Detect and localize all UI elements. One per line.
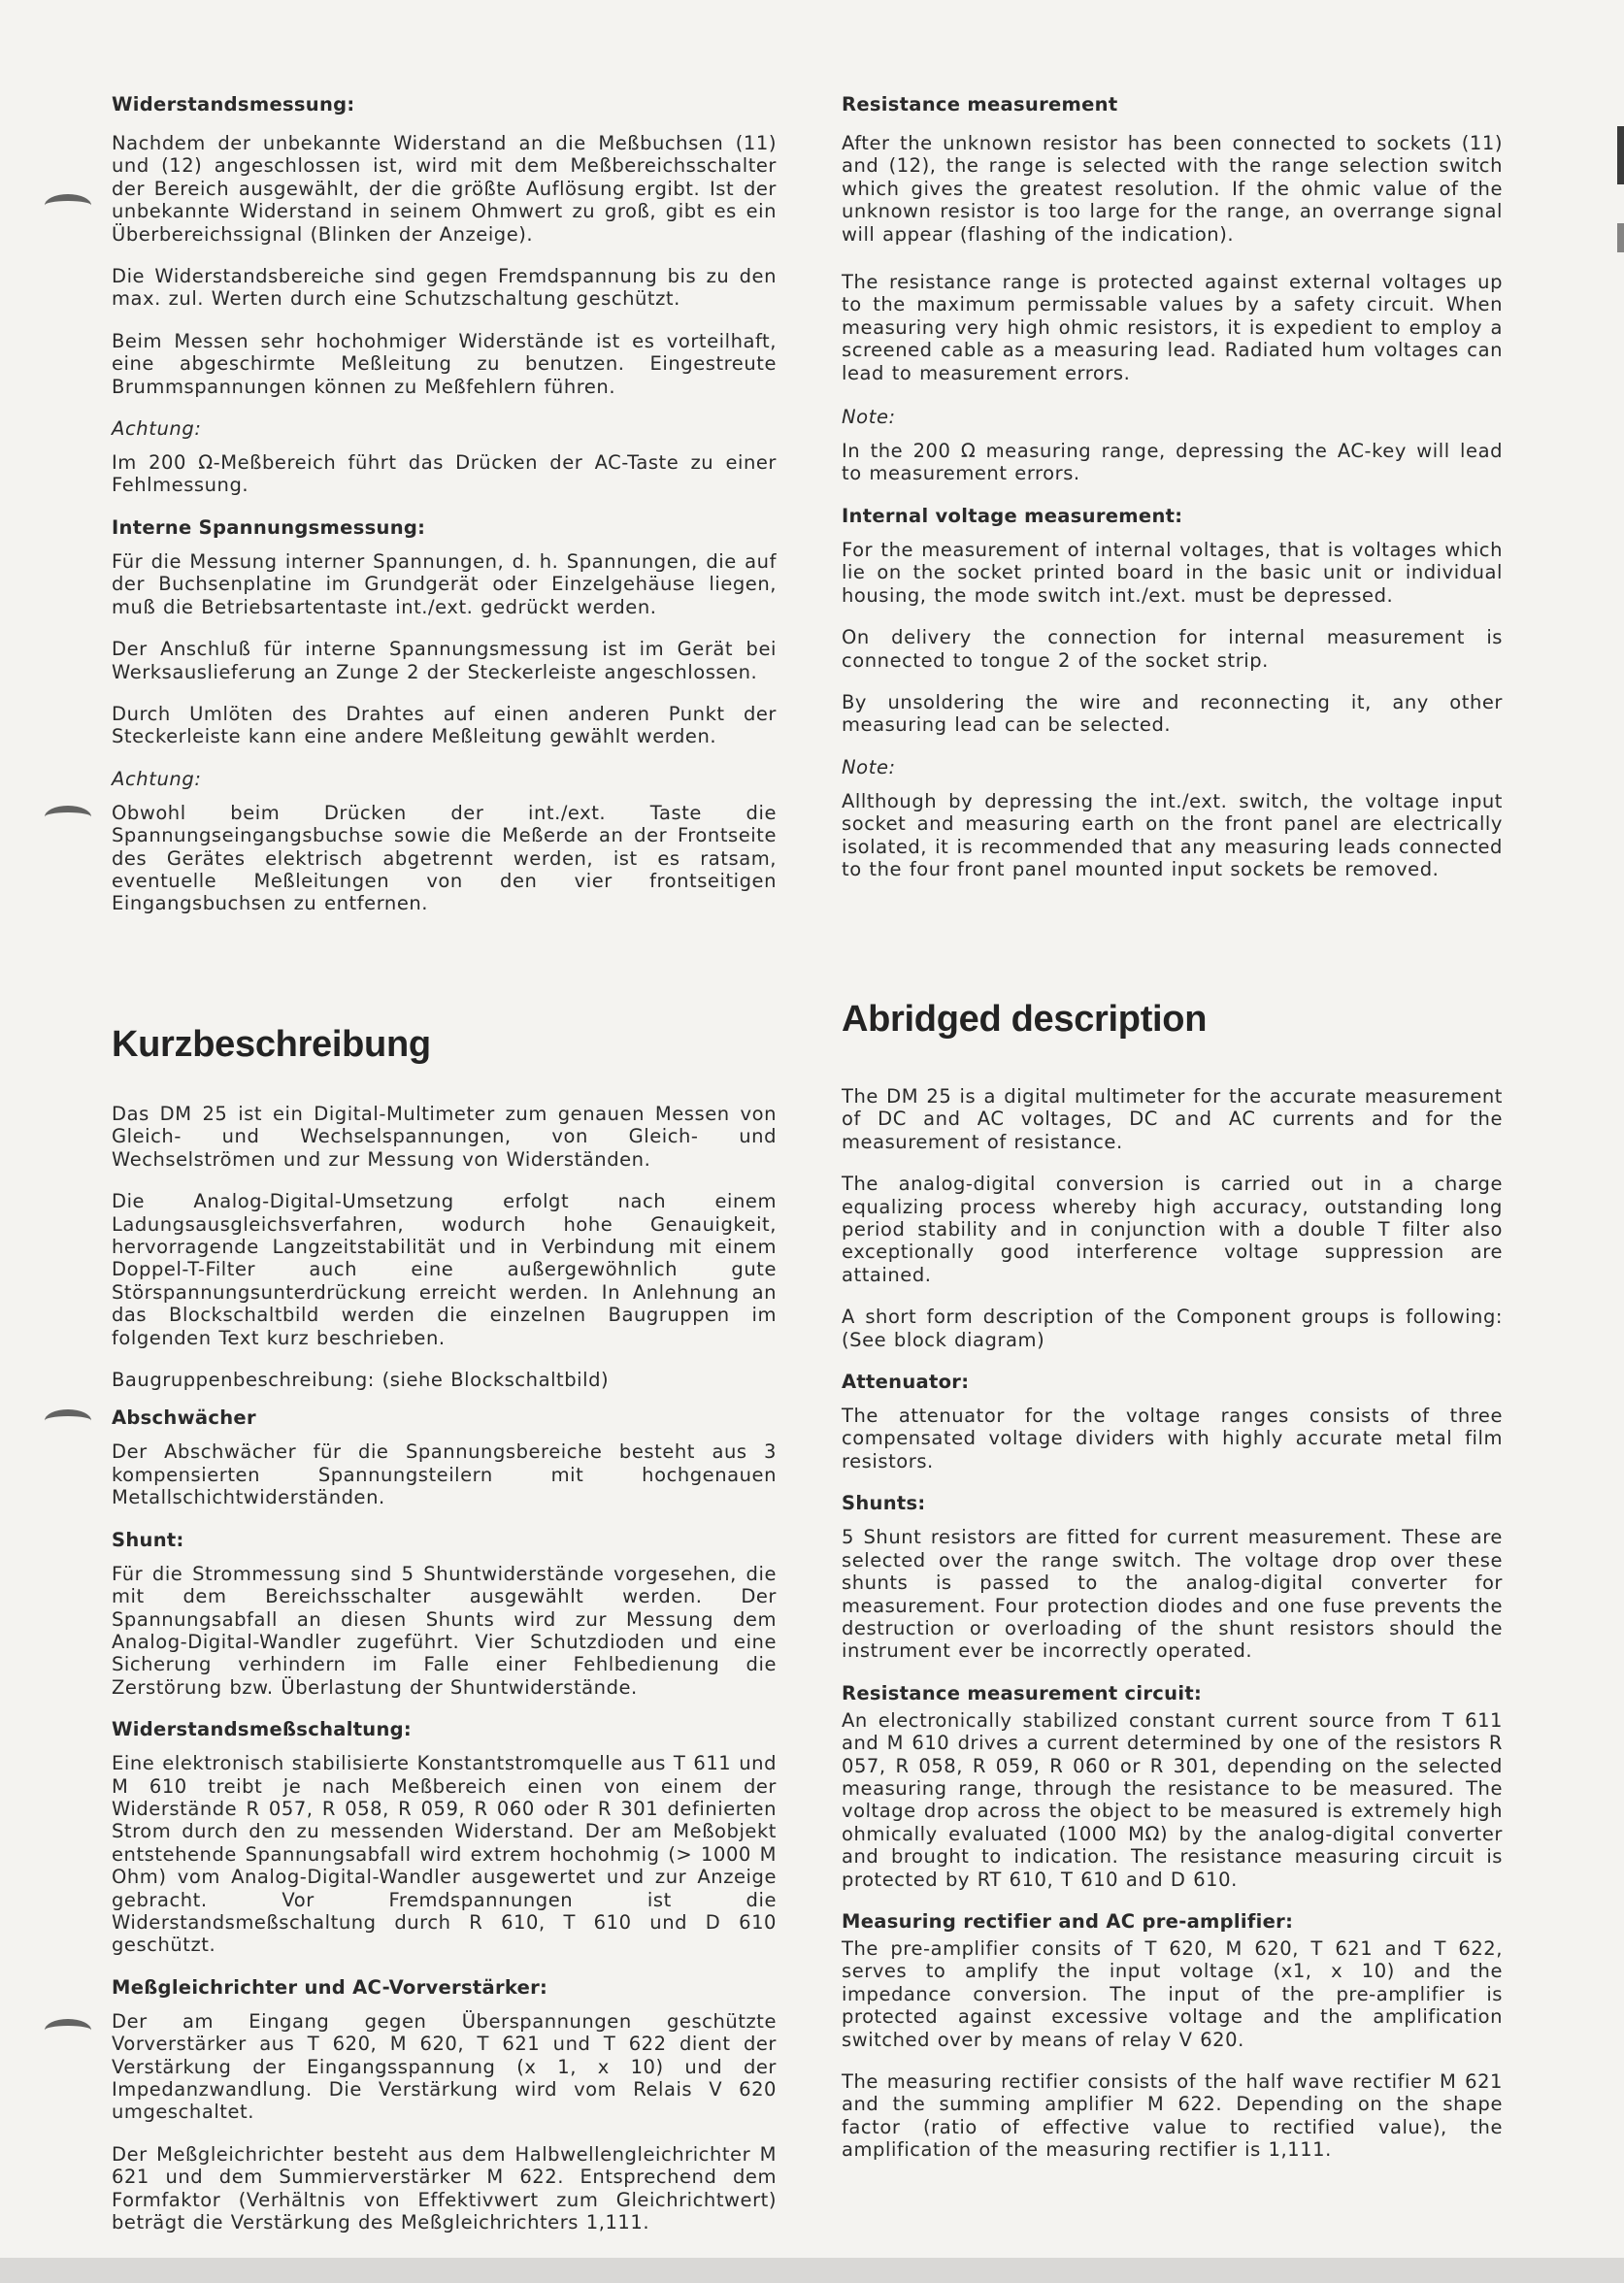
paragraph: Eine elektronisch stabilisierte Konstantstromquelle aus T 611 und M 610 treibt je nach Meßbereich einen von einem der Widerstände R 057, R 058, R 059, R 060 oder R 301 definierten Strom durch den zu messenden Widerstand. Der am Meßobjekt entstehende Spannungsabfall wird extrem hochohmig (> 1000 M Ohm) vom Analog-Digital-Wandler ausgewertet und zur Anzeige gebracht. Vor Fremdspannungen ist die Widerstandsmeßschaltung durch R 610, T 610 und D 610 geschützt. <box>112 1752 777 1957</box>
paragraph: Im 200 Ω-Meßbereich führt das Drücken der AC-Taste zu einer Fehlmessung. <box>112 451 777 497</box>
german-column-top <box>112 93 777 935</box>
paragraph: A short form description of the Component groups is following: (See block diagram) <box>842 1306 1503 1351</box>
heading-internal-de: Interne Spannungsmessung: <box>112 515 426 539</box>
paragraph: By unsoldering the wire and reconnecting it, any other measuring lead can be selected. <box>842 690 1503 737</box>
scan-bottom-strip <box>0 2258 1624 2283</box>
heading-resistance-en: Resistance measurement <box>842 93 1118 116</box>
edge-mark <box>1617 223 1624 252</box>
heading-resistance-circuit-de: Widerstandsmeßschaltung: <box>112 1718 413 1741</box>
paragraph: Allthough by depressing the int./ext. switch, the voltage input socket and measuring earth on the front panel are electrically isolated, it is recommended that any measuring leads connected to the four front panel mounted input sockets be removed. <box>842 789 1503 880</box>
heading-attenuator-de: Abschwächer <box>112 1406 256 1430</box>
paragraph: On delivery the connection for internal measurement is connected to tongue 2 of the socket strip. <box>842 626 1503 672</box>
note-label: Note: <box>842 755 896 778</box>
punch-hole-mark <box>45 1409 91 1432</box>
paragraph: The attenuator for the voltage ranges consists of three compensated voltage dividers with highly accurate metal film resistors. <box>842 1405 1503 1472</box>
paragraph: The analog-digital conversion is carried out in a charge equalizing process whereby high accuracy, outstanding long period stability and in conjunction with a double T filter also exceptionally good interference voltage suppression are attained. <box>842 1173 1503 1286</box>
paragraph: Die Analog-Digital-Umsetzung erfolgt nach einem Ladungsausgleichsverfahren, wodurch hohe Genauigkeit, hervorragende Langzeitstabilität und in Verbindung mit einem Doppel-T-Filter auch eine außergewöhnlich gute Störspannungsunterdrückung erreicht werden. In Anlehnung an das Blockschaltbild werden die einzelnen Baugruppen im folgenden Text kurz beschrieben. <box>112 1190 777 1349</box>
paragraph: An electronically stabilized constant current source from T 611 and M 610 drives a current determined by one of the resistors R 057, R 058, R 059, R 060 or R 301, depending on the selected measuring range, through the resistance to be measured. The voltage drop across the object to be measured is extremely high ohmically evaluated (1000 MΩ) by the analog-digital converter and brought to indication. The resistance measuring circuit is protected by RT 610, T 610 and D 610. <box>842 1708 1503 1891</box>
heading-resistance-circuit-en: Resistance measurement circuit: <box>842 1681 1203 1704</box>
section-title-en: Abridged description <box>842 999 1208 1040</box>
paragraph: Nachdem der unbekannte Widerstand an die Meßbuchsen (11) und (12) angeschlossen ist, wird mit dem Meßbereichsschalter der Bereich ausgewählt, der die größte Auflösung ergibt. Ist der unbekannte Widerstand in seinem Ohmwert zu groß, gibt es ein Überbereichssignal (Blinken der Anzeige). <box>112 132 777 246</box>
paragraph: In the 200 Ω measuring range, depressing the AC-key will lead to measurement errors. <box>842 440 1503 485</box>
punch-hole-mark <box>45 806 91 828</box>
paragraph: Das DM 25 ist ein Digital-Multimeter zum genauen Messen von Gleich- und Wechselspannungen, von Gleich- und Wechselströmen und zur Messung von Widerständen. <box>112 1103 777 1171</box>
paragraph: After the unknown resistor has been connected to sockets (11) and (12), the range is selected with the range selection switch which gives the greatest resolution. If the ohmic value of the unknown resistor is too large for the range, an overrange signal will appear (flashing of the indication). <box>842 132 1503 246</box>
heading-internal-en: Internal voltage measurement: <box>842 504 1183 527</box>
paragraph: Der Anschluß für interne Spannungsmessung ist im Gerät bei Werksauslieferung an Zunge 2 der Steckerleiste angeschlossen. <box>112 638 777 683</box>
heading-rectifier-en: Measuring rectifier and AC pre-amplifier: <box>842 1909 1294 1933</box>
note-label: Achtung: <box>112 417 202 441</box>
english-column-top <box>842 93 1503 900</box>
heading-shunt-de: Shunt: <box>112 1528 184 1551</box>
paragraph: The pre-amplifier consits of T 620, M 620, T 621 and T 622, serves to amplify the input voltage (x1, x 10) and the impedance conversion. The input of the pre-amplifier is protected against excessive voltage and the amplification switched over by means of relay V 620. <box>842 1936 1503 2051</box>
heading-rectifier-de: Meßgleichrichter und AC-Vorverstärker: <box>112 1975 548 1999</box>
heading-attenuator-en: Attenuator: <box>842 1371 970 1394</box>
note-label: Achtung: <box>112 767 202 790</box>
paragraph: Der Abschwächer für die Spannungsbereiche besteht aus 3 kompensierten Spannungsteilern mit hochgenauen Metallschichtwiderständen. <box>112 1440 777 1509</box>
paragraph: 5 Shunt resistors are fitted for current measurement. These are selected over the range switch. The voltage drop over these shunts is passed to the analog-digital converter for measurement. Four protection diodes and one fuse prevents the destruction or overloading of the shunt resistors should the instrument ever be incorrectly operated. <box>842 1526 1503 1663</box>
paragraph: Durch Umlöten des Drahtes auf einen anderen Punkt der Steckerleiste kann eine andere Meßleitung gewählt werden. <box>112 702 777 748</box>
paragraph: Die Widerstandsbereiche sind gegen Fremdspannung bis zu den max. zul. Werten durch eine Schutzschaltung geschützt. <box>112 265 777 311</box>
paragraph: Baugruppenbeschreibung: (siehe Blockschaltbild) <box>112 1369 610 1392</box>
paragraph: Beim Messen sehr hochohmiger Widerstände ist es vorteilhaft, eine abgeschirmte Meßleitung zu benutzen. Eingestreute Brummspannungen können zu Meßfehlern führen. <box>112 329 777 398</box>
paragraph: Der am Eingang gegen Überspannungen geschützte Vorverstärker aus T 620, M 620, T 621 und T 622 dient der Verstärkung der Eingangsspannung (x 1, x 10) und der Impedanzwandlung. Die Verstärkung wird vom Relais V 620 umgeschaltet. <box>112 2009 777 2124</box>
paragraph: The measuring rectifier consists of the half wave rectifier M 621 and the summing amplifier M 622. Depending on the shape factor (ratio of effective value to rectified value), the amplification of the measuring rectifier is 1,111. <box>842 2070 1503 2162</box>
paragraph: Für die Strommessung sind 5 Shuntwiderstände vorgesehen, die mit dem Bereichsschalter ausgewählt werden. Der Spannungsabfall an diesen Shunts wird zur Messung dem Analog-Digital-Wandler zugeführt. Vier Schutzdioden und eine Sicherung verhindern im Falle einer Fehlbedienung die Zerstörung bzw. Überlastung der Shuntwiderstände. <box>112 1562 777 1699</box>
paragraph: The resistance range is protected against external voltages up to the maximum permissable values by a safety circuit. When measuring very high ohmic resistors, it is expedient to employ a screened cable as a measuring lead. Radiated hum voltages can lead to measurement errors. <box>842 271 1503 384</box>
paragraph: Obwohl beim Drücken der int./ext. Taste die Spannungseingangsbuchse sowie die Meßerde an der Frontseite des Gerätes elektrisch abgetrennt werden, ist es ratsam, eventuelle Meßleitungen von den vier frontseitigen Eingangsbuchsen zu entfernen. <box>112 801 777 915</box>
german-column-bottom <box>112 1024 777 2253</box>
paragraph: Der Meßgleichrichter besteht aus dem Halbwellengleichrichter M 621 und dem Summierverstärker M 622. Entsprechend dem Formfaktor (Verhältnis von Effektivwert zum Gleichrichtwert) beträgt die Verstärkung des Meßgleichrichters 1,111. <box>112 2142 777 2234</box>
paragraph: For the measurement of internal voltages, that is voltages which lie on the socket printed board in the basic unit or individual housing, the mode switch int./ext. must be depressed. <box>842 538 1503 607</box>
punch-hole-mark <box>45 2019 91 2041</box>
note-label: Note: <box>842 406 896 429</box>
english-column-bottom <box>842 999 1503 2181</box>
paragraph: The DM 25 is a digital multimeter for the accurate measurement of DC and AC voltages, DC and AC currents and for the measurement of resistance. <box>842 1085 1503 1153</box>
paragraph: Für die Messung interner Spannungen, d. h. Spannungen, die auf der Buchsenplatine im Grundgerät oder Einzelgehäuse liegen, muß die Betriebsartentaste int./ext. gedrückt werden. <box>112 549 777 618</box>
edge-mark <box>1617 126 1624 184</box>
heading-resistance-de: Widerstandsmessung: <box>112 93 355 116</box>
punch-hole-mark <box>45 194 91 216</box>
heading-shunts-en: Shunts: <box>842 1492 926 1515</box>
section-title-de: Kurzbeschreibung <box>112 1024 431 1065</box>
